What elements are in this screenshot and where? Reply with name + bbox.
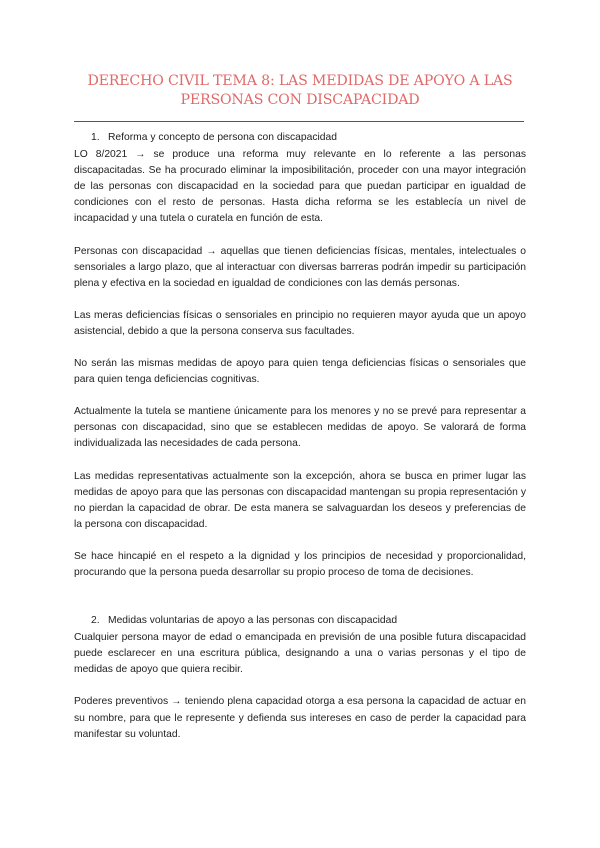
document-title: DERECHO CIVIL TEMA 8: LAS MEDIDAS DE APOYO A LAS PERSONAS CON DISCAPACIDAD: [87, 73, 513, 108]
section-1-paragraph: Las medidas representativas actualmente son la excepción, ahora se busca en primer lugar las medidas de apoyo para que las personas con discapacidad mantengan su propia representación y no pierdan la capacidad de obrar. De esta manera se salvaguardan los deseos y preferencias de la persona con discapacidad.: [74, 470, 526, 530]
section-1-paragraph: Actualmente la tutela se mantiene únicamente para los menores y no se prevé para representar a personas con discapacidad, sino que se establecen medidas de apoyo. Se valorará de forma individualizada las necesidades de cada persona.: [74, 406, 526, 450]
section-2-paragraph: Cualquier persona mayor de edad o emancipada en previsión de una posible futura discapacidad puede esclarecer en una escritura pública, designando a una o varias personas y el tipo de medidas de apoyo que quiera recibir.: [74, 632, 526, 676]
section-1-paragraph: LO 8/2021 → se produce una reforma muy relevante en lo referente a las personas discapacitadas. Se ha procurado eliminar la imposibilitación, proceder con una mayor integración de las personas con discapacidad en la sociedad para que puedan participar en igualdad de condiciones con el resto de personas. Hasta dicha reforma se les establecía un nivel de incapacidad y una tutela o curatela en función de esta.: [74, 149, 526, 225]
section-1-heading-text: Reforma y concepto de persona con discapacidad: [108, 132, 337, 143]
section-1-paragraph: Personas con discapacidad → aquellas que tienen deficiencias físicas, mentales, intelectuales o sensoriales a largo plazo, que al interactuar con diversas barreras podrán impedir su participación plena y efectiva en la sociedad en igualdad de condiciones con las demás personas.: [74, 245, 526, 289]
section-2-number: 2.: [91, 615, 100, 627]
section-1-paragraph: Se hace hincapié en el respeto a la dignidad y los principios de necesidad y proporcionalidad, procurando que la persona pueda desarrollar su propio proceso de toma de decisiones.: [74, 550, 526, 578]
section-2-paragraph: Poderes preventivos → teniendo plena capacidad otorga a esa persona la capacidad de actuar en su nombre, para que le represente y defienda sus intereses en caso de perder la capacidad para manifestar su voluntad.: [74, 696, 526, 740]
section-1-paragraph: Las meras deficiencias físicas o sensoriales en principio no requieren mayor ayuda que un apoyo asistencial, debido a que la persona conserva sus facultades.: [74, 309, 526, 337]
section-2-heading: [74, 613, 526, 629]
title-divider: [74, 121, 524, 122]
section-1-paragraph: No serán las mismas medidas de apoyo para quien tenga deficiencias físicas o sensoriales que para quien tenga deficiencias cognitivas.: [74, 358, 526, 386]
document-body: [74, 130, 526, 759]
section-spacer: [74, 597, 526, 613]
section-2-heading-text: Medidas voluntarias de apoyo a las personas con discapacidad: [108, 615, 398, 627]
section-1-heading: [74, 130, 526, 146]
section-1-number: 1.: [91, 132, 100, 143]
